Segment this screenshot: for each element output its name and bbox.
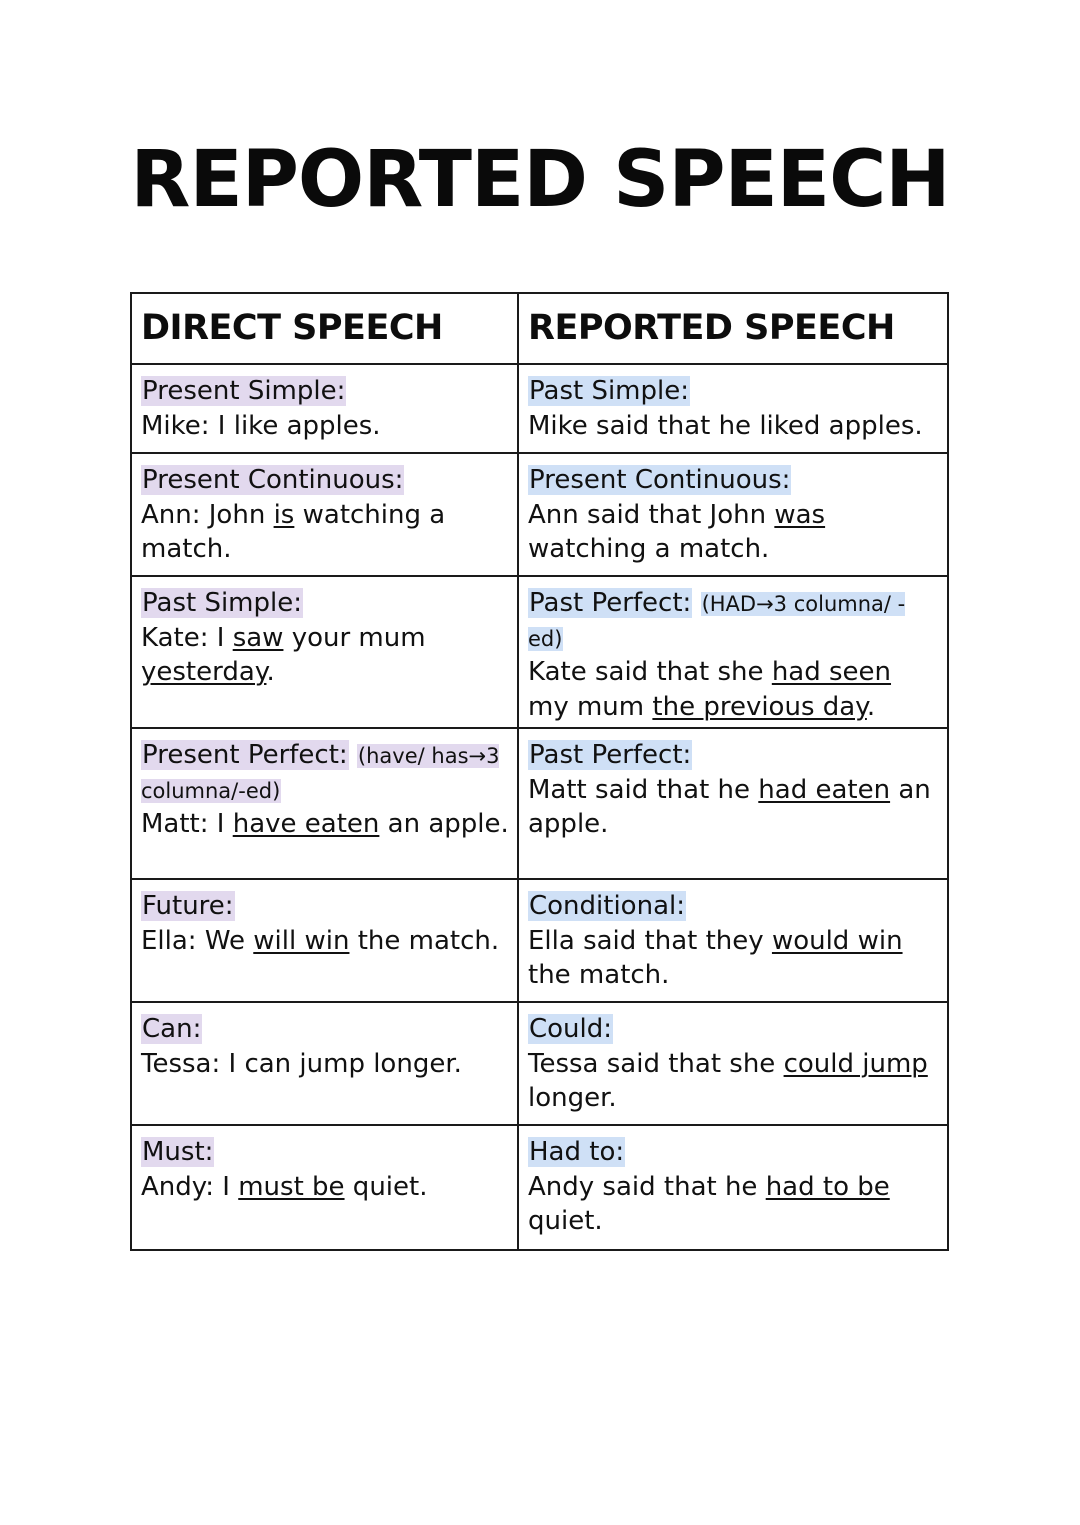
sentence-text: watching a match. [141, 499, 446, 564]
sentence-text: Ann: John [141, 499, 274, 530]
direct-speech-cell [131, 879, 518, 1002]
reported-speech-cell [518, 576, 948, 728]
sentence-text: Ann said that John [528, 499, 775, 530]
underlined-verb: must be [238, 1171, 345, 1202]
example-sentence [528, 498, 939, 567]
table-row [131, 453, 948, 576]
direct-speech-cell [131, 1002, 518, 1125]
direct-speech-cell [131, 453, 518, 576]
sentence-text: Matt: I [141, 809, 233, 839]
sentence-text: my mum [528, 691, 653, 722]
tense-label: Present Continuous: [529, 465, 791, 495]
underlined-verb: had to be [765, 1171, 890, 1202]
example-sentence [141, 807, 509, 842]
example-sentence [141, 1047, 509, 1082]
sentence-text: Andy: I [141, 1171, 239, 1202]
sentence-text: Mike: I like apples. [141, 410, 381, 441]
tense-label: Must: [142, 1137, 214, 1167]
underlined-verb: saw [232, 622, 284, 653]
reported-speech-cell [518, 453, 948, 576]
sentence-text: Andy said that he [528, 1171, 766, 1202]
table-row [131, 576, 948, 728]
tense-label: Had to: [529, 1137, 625, 1167]
sentence-text: Tessa: I can jump longer. [141, 1048, 462, 1079]
underlined-verb: yesterday [141, 657, 267, 687]
underlined-verb: would win [771, 925, 903, 956]
underlined-verb: will win [253, 925, 350, 956]
sentence-text: quiet. [344, 1171, 428, 1202]
tense-label: Past Simple: [529, 376, 689, 406]
sentence-text: Ella: We [141, 925, 254, 956]
underlined-verb: was [774, 499, 826, 530]
sentence-text: watching a match. [528, 534, 770, 564]
sentence-text: an apple. [528, 774, 931, 839]
reported-speech-cell [518, 1125, 948, 1250]
table-header-row [131, 293, 948, 364]
sentence-text: the match. [528, 960, 670, 990]
direct-speech-cell [131, 576, 518, 728]
tense-label: Past Perfect: [529, 740, 692, 770]
tense-label: Conditional: [529, 891, 685, 921]
tense-label: Present Continuous: [142, 465, 404, 495]
tense-label: Past Perfect: [529, 588, 692, 618]
underlined-verb: is [273, 499, 295, 530]
tense-label: Present Perfect: [142, 740, 348, 770]
underlined-verb: had eaten [758, 774, 891, 805]
example-sentence [528, 409, 939, 444]
tense-label: Present Simple: [142, 376, 346, 406]
reported-speech-table [130, 292, 949, 1251]
sentence-text: Kate said that she [528, 657, 772, 687]
example-sentence [528, 1170, 939, 1239]
direct-speech-cell [131, 1125, 518, 1250]
table-row [131, 728, 948, 879]
header-reported-speech: REPORTED SPEECH [518, 293, 948, 364]
table-row [131, 364, 948, 453]
direct-speech-cell [131, 364, 518, 453]
sentence-text: Ella said that they [528, 925, 772, 956]
sentence-text: Kate: I [141, 622, 233, 653]
sentence-text: Matt said that he [528, 774, 759, 805]
reported-speech-cell [518, 1002, 948, 1125]
sentence-text: . [866, 691, 876, 722]
tense-label: Can: [142, 1014, 202, 1044]
table-row [131, 1125, 948, 1250]
tense-note: (have/ has→3 columna/-ed) [141, 744, 500, 803]
tense-label: Future: [142, 891, 234, 921]
table-row [131, 879, 948, 1002]
underlined-verb: had seen [771, 657, 892, 687]
example-sentence [528, 1047, 939, 1116]
direct-speech-cell [131, 728, 518, 879]
sentence-text: longer. [528, 1083, 617, 1113]
table-body [131, 364, 948, 1250]
underlined-verb: could jump [783, 1048, 928, 1079]
example-sentence [141, 409, 509, 444]
reported-speech-cell [518, 364, 948, 453]
sentence-text: the match. [349, 925, 500, 956]
example-sentence [528, 773, 939, 842]
example-sentence [141, 498, 509, 567]
sentence-text: Tessa said that she [528, 1048, 784, 1079]
sentence-text: . [266, 657, 275, 687]
underlined-verb: have eaten [232, 809, 380, 839]
sentence-text: your mum [283, 622, 426, 653]
example-sentence [528, 924, 939, 993]
sentence-text: an apple. [379, 809, 509, 839]
tense-note: (HAD→3 columna/ -ed) [528, 592, 906, 651]
example-sentence [141, 621, 509, 690]
reported-speech-cell [518, 728, 948, 879]
table-row [131, 1002, 948, 1125]
sentence-text: quiet. [528, 1206, 603, 1236]
example-sentence [141, 924, 509, 959]
sentence-text: Mike said that he liked apples. [528, 410, 923, 441]
header-direct-speech: DIRECT SPEECH [131, 293, 518, 364]
tense-label: Past Simple: [142, 588, 302, 618]
underlined-verb: the previous day [652, 691, 867, 722]
example-sentence [141, 1170, 509, 1205]
page-title: REPORTED SPEECH [130, 135, 950, 225]
tense-label: Could: [529, 1014, 613, 1044]
example-sentence [528, 655, 939, 724]
reported-speech-cell [518, 879, 948, 1002]
